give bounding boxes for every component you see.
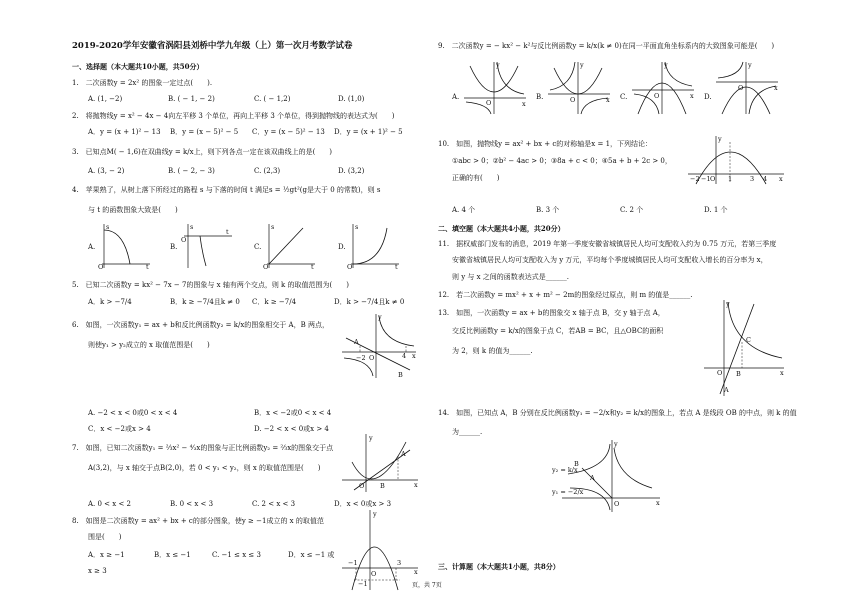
section-fill-heading: 二、填空题（本大题共4小题，共20分） (438, 224, 565, 233)
q4c-t-label: t (311, 263, 314, 271)
q12-stem: 12. 若二次函数y = mx² + x + m² − 2m的图象经过原点，则 m 的值是______. (438, 291, 693, 299)
q13-y-label: y (726, 300, 730, 308)
q9-graph-c (630, 60, 696, 116)
q10-tick-4: 4 (763, 175, 768, 183)
q7-origin: O (359, 482, 365, 490)
q14-y2-label: y₂ = k/x (552, 466, 578, 474)
q9d-x: x (774, 84, 778, 92)
page-title: 2019-2020学年安徽省涡阳县刘桥中学九年级（上）第一次月考数学试卷 (72, 41, 353, 51)
page-footer: 页，共 7页 (412, 582, 442, 589)
q4-graph-a (98, 222, 152, 270)
q1-option-b: B. ( − 1, − 2) (168, 95, 215, 103)
q3-option-c: C. (2,3) (254, 167, 281, 175)
q9-graph-b (546, 60, 612, 116)
q14-x-label: x (656, 499, 660, 507)
q4b-origin-label: O (181, 236, 187, 244)
q2-option-b: B．y = (x − 5)² − 5 (170, 128, 239, 136)
q2-option-a: A．y = (x + 1)² − 13 (88, 128, 161, 136)
q3-stem: 3. 已知点M( − 1,6)在双曲线y = k/x上，则下列各点一定在该双曲线上的是( ) (72, 148, 333, 156)
q7-option-b: B. 0 < x < 3 (170, 500, 214, 508)
q10-tick-3: 3 (750, 175, 755, 183)
q5-option-d: D．k > −7/4且k ≠ 0 (334, 298, 405, 306)
q10-graph (686, 134, 786, 186)
q14-point-b: B (574, 460, 579, 468)
q10-option-a: A. 4 个 (452, 206, 476, 214)
q9b-o: O (570, 96, 576, 104)
q8-option-d-cont: x ≥ 3 (88, 567, 107, 575)
section-calc-heading: 三、计算题（本大题共1小题，共8分） (438, 562, 560, 571)
q10-tick-1: 1 (728, 175, 733, 183)
q10-tick-neg2: −2 (690, 175, 700, 183)
q3-option-a: A. (3, − 2) (88, 167, 125, 175)
q9d-o: O (738, 84, 744, 92)
q7-y-label: y (369, 434, 373, 442)
q7-graph (340, 432, 420, 494)
q4-stem-line2: 与 t 的函数图象大致是( ) (88, 206, 178, 214)
q4d-s-label: s (355, 223, 359, 231)
q14-y1-label: y₁ = −2/x (552, 488, 584, 496)
q6-option-b: B．x < −2或0 < x < 4 (254, 409, 332, 417)
q6-tick-4: 4 (402, 352, 407, 360)
q9c-o: O (654, 92, 660, 100)
q7-option-d: D．x < 0或x > 3 (334, 500, 392, 508)
q10-stem-line3: 正确的有( ) (452, 174, 500, 182)
q13-graph (702, 298, 786, 398)
q13-point-a: A (724, 386, 729, 394)
q8-y-label: y (373, 510, 377, 518)
q10-x-label: x (779, 175, 783, 183)
q10-stem-line2: ①abc > 0；②b² − 4ac > 0；③8a + c < 0；④5a + b + 2c > 0， (452, 157, 672, 165)
q10-option-b: B. 3 个 (536, 206, 560, 214)
q2-stem: 2. 将抛物线y = x² − 4x − 4向左平移 3 个单位，再向上平移 3 个单位，得到抛物线的表达式为( ) (72, 112, 395, 120)
q9-option-c: C. (620, 93, 628, 101)
q9-stem: 9. 二次函数y = − kx² − k²与反比例函数y = k/x(k ≠ 0)在同一平面直角坐标系内的大致图象可能是( ) (438, 42, 775, 50)
q3-option-d: D. (3,2) (338, 167, 365, 175)
q13-line2: 交反比例函数y = k/x的图象于点 C，若AB = BC，且△OBC的面积 (452, 327, 664, 335)
q4d-t-label: t (395, 263, 398, 271)
q7-option-c: C. 2 < x < 3 (252, 500, 296, 508)
q9-graph-a (462, 60, 528, 116)
q3-option-b: B. ( − 2, − 3) (168, 167, 215, 175)
q10-stem-line1: 10. 如图，抛物线y = ax² + bx + c的对称轴是x = 1，下列结论： (438, 140, 653, 148)
q6-graph (340, 312, 418, 380)
q4a-origin-label: O (98, 263, 104, 271)
q9-option-b: B. (536, 93, 544, 101)
q8-option-d: D．x ≤ −1 或 (288, 551, 335, 559)
q9-graph-d (714, 60, 780, 116)
q6-stem-line2: 则使y₁ > y₂成立的 x 取值范围是( ) (88, 341, 210, 349)
q7-x-label: x (414, 481, 418, 489)
q8-option-b: B．x ≤ −1 (154, 551, 191, 559)
q4-graph-c (263, 222, 317, 270)
q8-x-label: x (414, 568, 418, 576)
q7-stem-line1: 7. 如图，已知二次函数y₁ = ⅔x² − ⁴⁄₃x的图象与正比例函数y₂ = ⅔x的图象交于点 (72, 444, 334, 452)
q6-tick-neg2: −2 (356, 354, 366, 362)
q7-stem-line2: A(3,2)，与 x 轴交于点B(2,0)，若 0 < y₁ < y₂，则 x 的取值范围是( ) (88, 464, 321, 472)
q5-option-c: C．k ≥ −7/4 (252, 298, 297, 306)
section-choice-heading: 一、选择题（本大题共10小题，共50分） (72, 62, 204, 71)
q4-option-d: D. (338, 243, 346, 251)
q13-x-label: x (780, 369, 784, 377)
q9a-o: O (486, 99, 492, 107)
q4c-s-label: s (271, 223, 275, 231)
q8-origin: O (371, 570, 377, 578)
q5-option-b: B．k ≥ −7/4且k ≠ 0 (170, 298, 240, 306)
q6-option-a: A. −2 < x < 0或0 < x < 4 (88, 409, 178, 417)
q4c-origin-label: O (263, 263, 269, 271)
q8-option-c: C. −1 ≤ x ≤ 3 (212, 551, 261, 559)
q5-option-a: A．k > −7/4 (88, 298, 132, 306)
q6-x-label: x (412, 352, 416, 360)
q9-option-a: A. (452, 93, 460, 101)
q13-point-c: C (746, 336, 751, 344)
q8-tick-x-3: 3 (397, 559, 402, 567)
q9c-x: x (690, 92, 694, 100)
q10-y-label: y (718, 135, 722, 143)
q8-tick-x-neg1: −1 (348, 559, 358, 567)
q4d-origin-label: O (347, 263, 353, 271)
q4-option-c: C. (254, 243, 262, 251)
q8-stem-line1: 8. 如图是二次函数y = ax² + bx + c的部分图象，使y ≥ −1成立的 x 的取值范 (72, 517, 324, 525)
q4a-s-label: s (106, 223, 110, 231)
q9a-y: y (496, 61, 500, 69)
q9-option-d: D. (704, 93, 712, 101)
q10-tick-neg1: −1 (701, 175, 711, 183)
q4-graph-d (347, 222, 401, 270)
q5-stem: 5. 已知二次函数y = kx² − 7x − 7的图象与 x 轴有两个交点，则 k 的取值范围为( ) (72, 281, 349, 289)
q4b-t-label: t (226, 228, 229, 236)
q11-line3: 则 y 与 x 之间的函数表达式是______. (452, 273, 570, 281)
q7-option-a: A. 0 < x < 2 (88, 500, 131, 508)
q9a-x: x (522, 100, 526, 108)
q6-option-c: C．x < −2或x > 4 (88, 425, 151, 433)
q14-line1: 14. 如图，已知点 A，B 分别在反比例函数y₁ = −2/x和y₂ = k/x的图象上，若点 A 是线段 OB 的中点，则 k 的值 (438, 409, 797, 417)
q13-origin: O (717, 369, 723, 377)
q1-option-c: C. ( − 1,2) (254, 95, 291, 103)
q10-option-d: D. 1 个 (704, 206, 728, 214)
q14-graph (552, 438, 662, 514)
q10-option-c: C. 2 个 (620, 206, 644, 214)
q4a-t-label: t (146, 263, 149, 271)
q9d-y: y (748, 61, 752, 69)
q6-option-d: D. −2 < x < 0或x > 4 (254, 425, 329, 433)
q1-option-a: A. (1, −2) (88, 95, 123, 103)
q6-point-b: B (398, 371, 403, 379)
q8-stem-line2: 围是( ) (88, 533, 122, 541)
q14-origin: O (614, 500, 620, 508)
q14-point-a: A (590, 474, 595, 482)
q6-point-a: A (354, 338, 359, 346)
q9b-x: x (606, 96, 610, 104)
q7-point-a: A (401, 450, 406, 458)
q4-graph-b (180, 222, 234, 270)
q6-stem-line1: 6. 如图，一次函数y₁ = ax + b和反比例函数y₂ = k/x的图象相交于 A，B 两点， (72, 321, 329, 329)
q4-option-b: B. (170, 243, 178, 251)
q6-y-label: y (378, 313, 382, 321)
q10-origin: O (710, 175, 716, 183)
q8-option-a: A．x ≥ −1 (88, 551, 125, 559)
q14-line2: 为______. (452, 428, 483, 436)
q6-origin: O (369, 354, 375, 362)
q9b-y: y (580, 61, 584, 69)
q8-graph (340, 508, 420, 592)
q13-line3: 为 2，则 k 的值为______. (452, 347, 533, 355)
q14-y-label: y (614, 440, 618, 448)
q9c-y: y (664, 61, 668, 69)
q11-line1: 11. 据权威部门发布的消息，2019 年第一季度安徽省城镇居民人均可支配收入约为 0.75 万元，若第三季度 (438, 240, 777, 248)
q4b-s-label: s (190, 223, 194, 231)
q2-option-c: C．y = (x − 5)² − 13 (252, 128, 325, 136)
q4-option-a: A. (88, 243, 96, 251)
q1-option-d: D. (1,0) (338, 95, 365, 103)
q1-stem: 1. 二次函数y = 2x² 的图象一定过点( ). (72, 79, 213, 87)
q13-point-b: B (736, 370, 741, 378)
q11-line2: 安徽省城镇居民人均可支配收入为 y 万元，平均每个季度城镇居民人均可支配收入增长的百分率为 x， (452, 256, 768, 264)
q2-option-d: D．y = (x + 1)² − 5 (334, 128, 403, 136)
q7-point-b: B (380, 482, 385, 490)
q4-stem-line1: 4. 苹果熟了，从树上落下所经过的路程 s 与下落的时间 t 满足s = ½gt²(g是大于 0 的常数)，则 s (72, 186, 381, 194)
q13-line1: 13. 如图，一次函数y = ax + b的图象交 x 轴于点 B，交 y 轴于点 A， (438, 309, 665, 317)
q8-tick-y-neg1: −1 (358, 580, 368, 588)
